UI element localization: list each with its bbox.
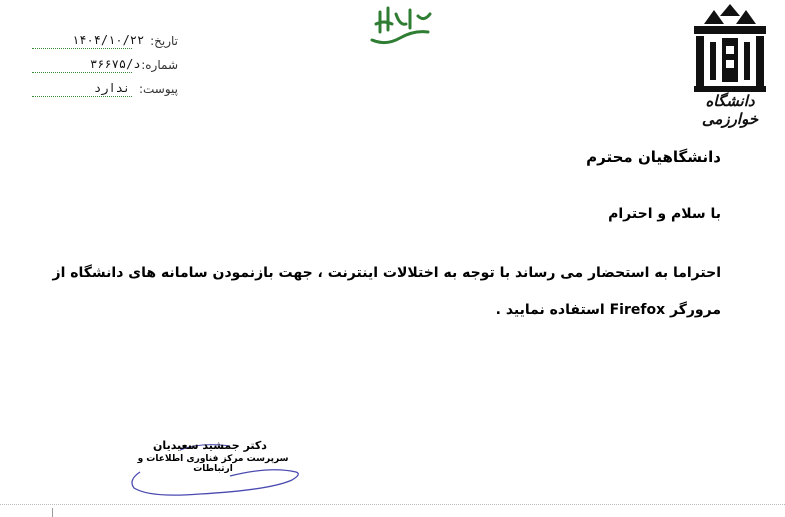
greeting: با سلام و احترام (608, 206, 721, 222)
bismillah-calligraphy (366, 2, 438, 50)
meta-attachment-row (28, 82, 188, 102)
number-value: د/۳۶۶۷۵ (90, 57, 141, 71)
date-value: ۱۴۰۴/۱۰/۲۲ (72, 33, 145, 47)
footer-divider (0, 504, 785, 505)
footer-margin-mark (52, 508, 53, 517)
attachment-label: پیوست: (138, 82, 178, 96)
date-dotted-line (32, 48, 132, 49)
signer-name: دکتر جمشید سعیدیان (153, 439, 267, 452)
meta-date-row (28, 34, 188, 54)
attachment-value: ندارد (94, 81, 131, 95)
number-label: شماره: (141, 58, 178, 72)
salutation: دانشگاهیان محترم (586, 148, 721, 166)
meta-number-row (28, 58, 188, 78)
date-label: تاریخ: (150, 34, 178, 48)
body-paragraph-line-2: مرورگر Firefox استفاده نمایید . (495, 302, 721, 318)
body-paragraph-line-1: احتراما به استحضار می رساند با توجه به اختلالات اینترنت ، جهت بازنمودن سامانه های دانشگاه از (52, 265, 721, 281)
attachment-dotted-line (32, 96, 132, 97)
signer-title: سرپرست مرکز فناوری اطلاعات و ارتباطات (137, 454, 289, 474)
university-name: دانشگاه خوارزمی (701, 92, 759, 128)
number-dotted-line (32, 72, 132, 73)
